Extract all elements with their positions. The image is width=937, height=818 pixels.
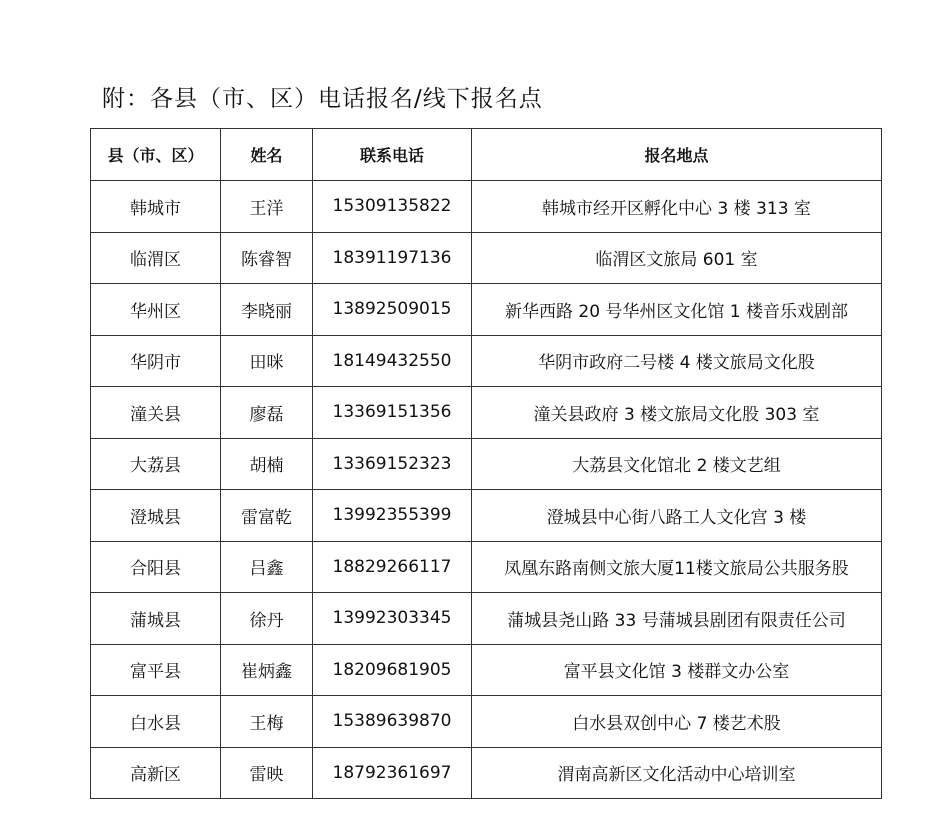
cell-county: 华州区 [91,284,221,336]
cell-county: 白水县 [91,696,221,748]
table-row [91,541,882,593]
page-title: 附：各县（市、区）电话报名/线下报名点 [102,86,543,112]
cell-place: 白水县双创中心 7 楼艺术股 [472,696,882,748]
cell-name: 吕鑫 [221,541,313,593]
cell-place: 新华西路 20 号华州区文化馆 1 楼音乐戏剧部 [472,284,882,336]
cell-place: 华阴市政府二号楼 4 楼文旅局文化股 [472,335,882,387]
cell-phone: 15389639870 [313,696,472,748]
cell-county: 大荔县 [91,438,221,490]
cell-phone: 18792361697 [313,747,472,799]
cell-place: 蒲城县尧山路 33 号蒲城县剧团有限责任公司 [472,593,882,645]
cell-place: 潼关县政府 3 楼文旅局文化股 303 室 [472,387,882,439]
cell-county: 华阴市 [91,335,221,387]
table-row [91,747,882,799]
cell-name: 王洋 [221,181,313,233]
cell-place: 凤凰东路南侧文旅大厦11楼文旅局公共服务股 [472,541,882,593]
table-row [91,181,882,233]
cell-phone: 13992303345 [313,593,472,645]
table-row [91,335,882,387]
cell-name: 田咪 [221,335,313,387]
cell-phone: 18149432550 [313,335,472,387]
table-row [91,232,882,284]
header-phone: 联系电话 [313,129,472,181]
cell-phone: 18209681905 [313,644,472,696]
table-row [91,387,882,439]
cell-place: 渭南高新区文化活动中心培训室 [472,747,882,799]
cell-name: 崔炳鑫 [221,644,313,696]
cell-place: 大荔县文化馆北 2 楼文艺组 [472,438,882,490]
header-county: 县（市、区） [91,129,221,181]
cell-name: 徐丹 [221,593,313,645]
header-place: 报名地点 [472,129,882,181]
cell-place: 富平县文化馆 3 楼群文办公室 [472,644,882,696]
cell-county: 合阳县 [91,541,221,593]
cell-county: 富平县 [91,644,221,696]
table-row [91,593,882,645]
cell-place: 韩城市经开区孵化中心 3 楼 313 室 [472,181,882,233]
table-row [91,644,882,696]
cell-phone: 15309135822 [313,181,472,233]
cell-county: 高新区 [91,747,221,799]
cell-phone: 13992355399 [313,490,472,542]
cell-county: 蒲城县 [91,593,221,645]
cell-phone: 18391197136 [313,232,472,284]
cell-phone: 13892509015 [313,284,472,336]
header-name: 姓名 [221,129,313,181]
cell-name: 廖磊 [221,387,313,439]
cell-county: 澄城县 [91,490,221,542]
cell-name: 陈睿智 [221,232,313,284]
cell-phone: 13369152323 [313,438,472,490]
cell-phone: 18829266117 [313,541,472,593]
cell-county: 潼关县 [91,387,221,439]
cell-name: 王梅 [221,696,313,748]
table-header-row [91,129,882,181]
cell-county: 临渭区 [91,232,221,284]
table-row [91,438,882,490]
table-row [91,490,882,542]
cell-name: 雷映 [221,747,313,799]
signup-points-table [90,128,882,799]
table-row [91,284,882,336]
cell-name: 胡楠 [221,438,313,490]
cell-place: 澄城县中心街八路工人文化宫 3 楼 [472,490,882,542]
cell-place: 临渭区文旅局 601 室 [472,232,882,284]
cell-name: 雷富乾 [221,490,313,542]
cell-name: 李晓丽 [221,284,313,336]
cell-phone: 13369151356 [313,387,472,439]
cell-county: 韩城市 [91,181,221,233]
table-row [91,696,882,748]
